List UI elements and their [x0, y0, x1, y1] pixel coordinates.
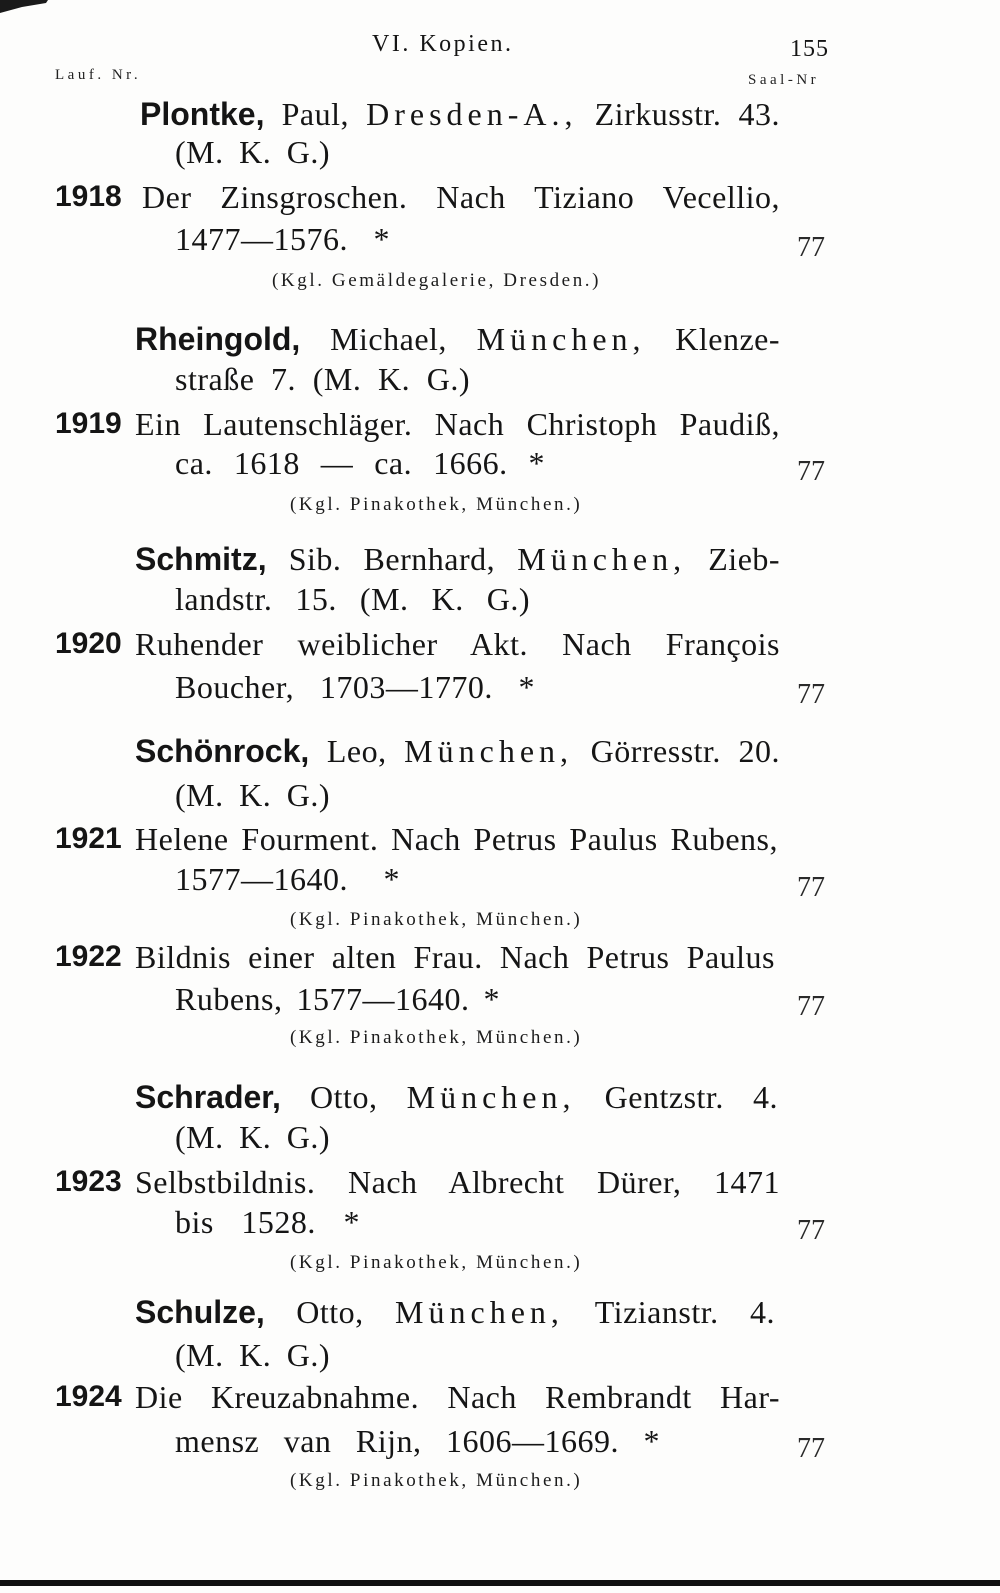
- work-dates-line: Boucher, 1703—1770. *: [175, 669, 535, 705]
- artist-first-name: Paul,: [281, 96, 349, 132]
- column-label-room-number: Saal-Nr: [748, 72, 820, 88]
- column-label-running-number: Lauf. Nr.: [55, 67, 142, 83]
- artist-heading-continuation: (M. K. G.): [175, 1337, 330, 1373]
- artist-name: Rheingold,: [135, 321, 301, 357]
- section-title: VI. Kopien.: [372, 31, 514, 57]
- collection-note: (Kgl. Pinakothek, München.): [290, 494, 583, 515]
- room-number: 77: [797, 456, 825, 487]
- artist-city: Dresden-A.,: [366, 96, 578, 132]
- catalog-number: 1922: [55, 940, 122, 973]
- scan-bottom-edge: [0, 1580, 1000, 1586]
- collection-note: (Kgl. Pinakothek, München.): [290, 909, 583, 930]
- artist-first-name: Otto,: [296, 1294, 364, 1330]
- artist-heading: [140, 96, 780, 132]
- artist-heading: [135, 733, 780, 769]
- collection-note: (Kgl. Gemäldegalerie, Dresden.): [272, 270, 602, 291]
- catalog-number: 1923: [55, 1165, 122, 1198]
- artist-name: Schmitz,: [135, 541, 267, 577]
- artist-heading-continuation: (M. K. G.): [175, 134, 330, 170]
- work-title-line: Helene Fourment. Nach Petrus Paulus Rubens,: [135, 821, 778, 857]
- artist-address: Görresstr. 20.: [590, 733, 780, 769]
- work-dates-line: mensz van Rijn, 1606—1669. *: [175, 1423, 660, 1459]
- artist-city: München,: [395, 1294, 564, 1330]
- work-title-line: Ruhender weiblicher Akt. Nach François: [135, 626, 780, 662]
- artist-address: Gentzstr. 4.: [604, 1079, 778, 1115]
- page-number: 155: [790, 36, 829, 62]
- artist-name: Schrader,: [135, 1079, 281, 1115]
- work-dates-line: 1477—1576. *: [175, 221, 390, 257]
- artist-heading: [135, 321, 780, 357]
- work-dates-line: Rubens, 1577—1640. *: [175, 981, 500, 1017]
- catalog-number: 1924: [55, 1380, 122, 1413]
- artist-heading-continuation: (M. K. G.): [175, 777, 330, 813]
- artist-address: Klenze-: [675, 321, 781, 357]
- artist-heading-continuation: straße 7. (M. K. G.): [175, 361, 470, 397]
- work-title-line: Die Kreuzabnahme. Nach Rembrandt Har-: [135, 1379, 780, 1415]
- work-dates-line: 1577—1640. *: [175, 861, 400, 897]
- scan-edge-mark: [0, 0, 50, 16]
- artist-first-name: Leo,: [326, 733, 387, 769]
- artist-heading: [135, 1294, 775, 1330]
- artist-first-name: Sib. Bernhard,: [288, 541, 496, 577]
- room-number: 77: [797, 1433, 825, 1464]
- work-dates-line: ca. 1618 — ca. 1666. *: [175, 445, 545, 481]
- artist-first-name: Otto,: [310, 1079, 378, 1115]
- artist-name: Plontke,: [140, 96, 265, 132]
- artist-city: München,: [406, 1079, 576, 1115]
- collection-note: (Kgl. Pinakothek, München.): [290, 1252, 583, 1273]
- artist-city: München,: [517, 541, 687, 577]
- artist-name: Schulze,: [135, 1294, 265, 1330]
- artist-heading-continuation: (M. K. G.): [175, 1119, 330, 1155]
- work-title-line: Selbstbildnis. Nach Albrecht Dürer, 1471: [135, 1164, 780, 1200]
- room-number: 77: [797, 872, 825, 903]
- catalog-number: 1919: [55, 407, 122, 440]
- catalog-number: 1918: [55, 180, 122, 213]
- work-title-line: Ein Lautenschläger. Nach Christoph Paudiß,: [135, 406, 780, 442]
- work-title-line: Der Zinsgroschen. Nach Tiziano Vecellio,: [142, 179, 780, 215]
- collection-note: (Kgl. Pinakothek, München.): [290, 1470, 583, 1491]
- artist-address: Zieb-: [708, 541, 781, 577]
- work-dates-line: bis 1528. *: [175, 1204, 360, 1240]
- room-number: 77: [797, 991, 825, 1022]
- room-number: 77: [797, 679, 825, 710]
- artist-heading: [135, 1079, 778, 1115]
- artist-name: Schönrock,: [135, 733, 310, 769]
- work-title-line: Bildnis einer alten Frau. Nach Petrus Paulus: [135, 939, 775, 975]
- catalog-number: 1921: [55, 822, 122, 855]
- collection-note: (Kgl. Pinakothek, München.): [290, 1027, 583, 1048]
- artist-city: München,: [476, 321, 646, 357]
- artist-address: Tizianstr. 4.: [594, 1294, 776, 1330]
- catalog-number: 1920: [55, 627, 122, 660]
- artist-address: Zirkusstr. 43.: [594, 96, 781, 132]
- room-number: 77: [797, 232, 825, 263]
- artist-first-name: Michael,: [330, 321, 447, 357]
- artist-city: München,: [404, 733, 574, 769]
- artist-heading-continuation: landstr. 15. (M. K. G.): [175, 581, 530, 617]
- artist-heading: [135, 541, 780, 577]
- room-number: 77: [797, 1215, 825, 1246]
